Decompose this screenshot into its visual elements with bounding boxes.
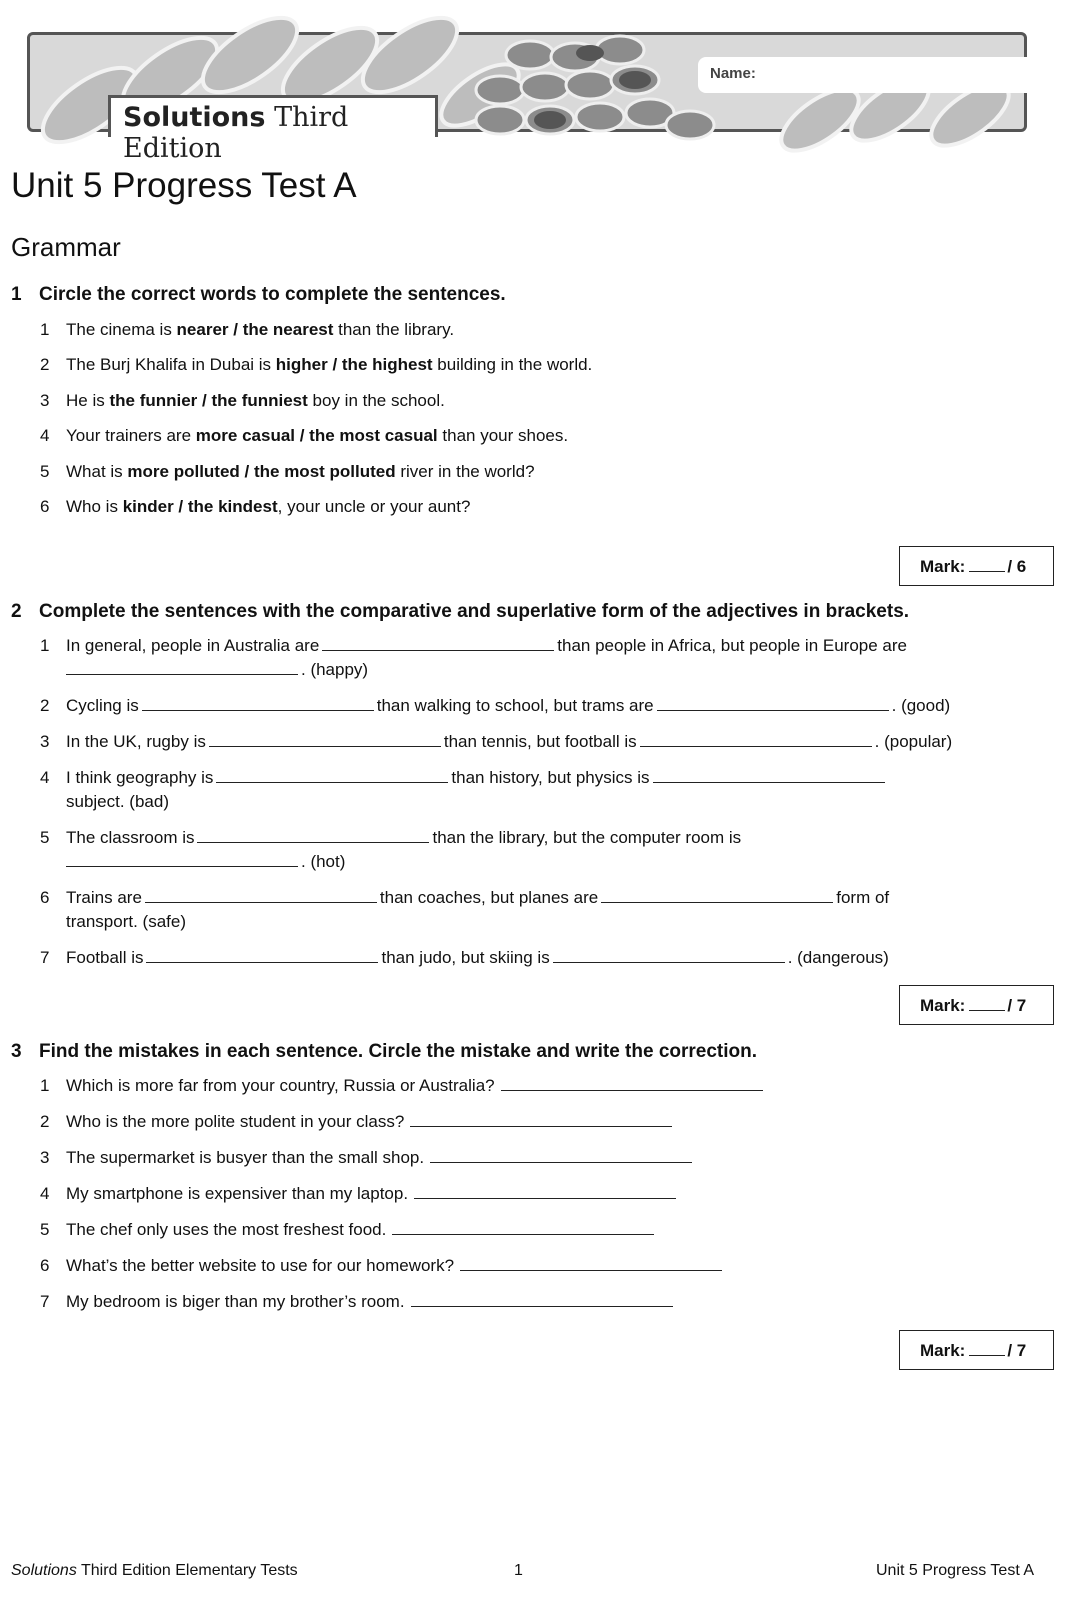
q1-item (40, 353, 592, 377)
q3-item (40, 1074, 766, 1098)
answer-blank[interactable] (460, 1256, 722, 1271)
item-text: than walking to school, but trams are (376, 696, 654, 715)
answer-blank[interactable] (653, 768, 885, 783)
item-number: 4 (40, 426, 50, 445)
item-text: What is (66, 462, 128, 481)
q3-item (40, 1290, 676, 1314)
item-text: river in the world? (395, 462, 535, 481)
answer-blank[interactable] (322, 636, 554, 651)
footer-left (11, 1562, 298, 1580)
q3-instruction: Find the mistakes in each sentence. Circle the mistake and write the correction. (39, 1041, 758, 1062)
item-text: than judo, but skiing is (381, 948, 550, 967)
item-text: In the UK, rugby is (66, 732, 206, 751)
item-text: The classroom is (66, 828, 195, 847)
item-text: The cinema is (66, 320, 177, 339)
item-text: , your uncle or your aunt? (277, 497, 471, 516)
q1-item (40, 318, 454, 342)
item-text: Football is (66, 948, 144, 967)
item-number: 2 (40, 696, 50, 715)
item-text[interactable]: The chef only uses the most freshest food. (66, 1220, 387, 1239)
q1-title (11, 284, 506, 306)
answer-blank[interactable] (501, 1076, 763, 1091)
q2-item (40, 766, 888, 814)
mark-total: / 6 (1007, 557, 1027, 576)
item-number: 4 (40, 768, 50, 787)
answer-blank[interactable] (209, 732, 441, 747)
mark-label: Mark: (920, 1341, 966, 1360)
mark-blank[interactable] (969, 1341, 1005, 1356)
item-text: Who is (66, 497, 123, 516)
item-number: 3 (40, 1148, 50, 1167)
item-text[interactable]: What’s the better website to use for our homework? (66, 1256, 455, 1275)
answer-blank[interactable] (66, 852, 298, 867)
item-options[interactable]: more casual / the most casual (195, 426, 438, 445)
answer-blank[interactable] (430, 1148, 692, 1163)
q3-item (40, 1182, 679, 1206)
item-number: 1 (40, 1076, 50, 1095)
item-number: 5 (40, 828, 50, 847)
item-number: 7 (40, 1292, 50, 1311)
item-number: 5 (40, 462, 50, 481)
q1-number: 1 (11, 284, 22, 305)
item-text: I think geography is (66, 768, 214, 787)
brand-logo (108, 95, 438, 164)
item-text: . (hot) (301, 852, 346, 871)
q3-item (40, 1254, 725, 1278)
brand-bold: Solutions (123, 102, 266, 133)
item-text[interactable]: Who is the more polite student in your class? (66, 1112, 405, 1131)
item-number: 6 (40, 888, 50, 907)
item-text: form of (836, 888, 890, 907)
item-text: In general, people in Australia are (66, 636, 320, 655)
answer-blank[interactable] (66, 660, 298, 675)
item-text[interactable]: My smartphone is expensiver than my laptop. (66, 1184, 409, 1203)
q3-number: 3 (11, 1041, 22, 1062)
page-number: 1 (514, 1562, 523, 1579)
q2-item (40, 826, 741, 874)
item-number: 3 (40, 732, 50, 751)
item-text: . (popular) (874, 732, 953, 751)
name-label: Name: (710, 65, 756, 82)
q1-item (40, 495, 470, 519)
q2-title (11, 601, 909, 623)
item-text: . (dangerous) (787, 948, 889, 967)
item-text: than coaches, but planes are (379, 888, 599, 907)
q2-item (40, 946, 889, 970)
item-text: He is (66, 391, 110, 410)
item-text: Your trainers are (66, 426, 196, 445)
mark-total: / 7 (1007, 996, 1027, 1015)
item-text: transport. (safe) (66, 912, 186, 931)
item-options[interactable]: kinder / the kindest (122, 497, 278, 516)
mark-total: / 7 (1007, 1341, 1027, 1360)
page-title: Unit 5 Progress Test A (11, 166, 357, 205)
answer-blank[interactable] (411, 1292, 673, 1307)
item-number: 3 (40, 391, 50, 410)
item-options[interactable]: more polluted / the most polluted (127, 462, 396, 481)
name-field[interactable] (698, 57, 1038, 93)
item-number: 1 (40, 320, 50, 339)
q1-item (40, 460, 535, 484)
item-text: subject. (bad) (66, 792, 169, 811)
item-number: 2 (40, 355, 50, 374)
q1-mark-box (899, 546, 1054, 586)
brand-rest: Third Edition (123, 102, 349, 164)
q2-mark-box (899, 985, 1054, 1025)
item-text: boy in the school. (307, 391, 445, 410)
item-text: than the library. (333, 320, 455, 339)
item-text: . (good) (891, 696, 951, 715)
answer-blank[interactable] (657, 696, 889, 711)
answer-blank[interactable] (145, 888, 377, 903)
item-text: than your shoes. (437, 426, 569, 445)
q1-instruction: Circle the correct words to complete the sentences. (39, 284, 506, 305)
footer-right: Unit 5 Progress Test A (876, 1562, 1034, 1579)
item-number: 7 (40, 948, 50, 967)
q2-number: 2 (11, 601, 22, 622)
item-options[interactable]: higher / the highest (275, 355, 433, 374)
answer-blank[interactable] (414, 1184, 676, 1199)
item-text: than the library, but the computer room is (432, 828, 742, 847)
answer-blank[interactable] (640, 732, 872, 747)
q3-item (40, 1218, 657, 1242)
item-options[interactable]: nearer / the nearest (176, 320, 334, 339)
q2-item (40, 886, 889, 934)
item-text: than people in Africa, but people in Europe are (557, 636, 907, 655)
answer-blank[interactable] (146, 948, 378, 963)
item-text: . (happy) (301, 660, 369, 679)
item-text[interactable]: My bedroom is biger than my brother’s room. (66, 1292, 405, 1311)
item-number: 5 (40, 1220, 50, 1239)
item-text: Cycling is (66, 696, 139, 715)
answer-blank[interactable] (553, 948, 785, 963)
mark-blank[interactable] (969, 996, 1005, 1011)
answer-blank[interactable] (410, 1112, 672, 1127)
footer-brand: Solutions (11, 1562, 77, 1579)
q2-instruction: Complete the sentences with the comparative and superlative form of the adjectives in brackets. (39, 601, 910, 622)
q2-item (40, 634, 907, 682)
item-number: 6 (40, 1256, 50, 1275)
header-banner (27, 32, 1027, 164)
footer-series: Third Edition Elementary Tests (76, 1562, 298, 1579)
item-text: building in the world. (432, 355, 593, 374)
item-number: 2 (40, 1112, 50, 1131)
item-text: than history, but physics is (451, 768, 650, 787)
item-text[interactable]: Which is more far from your country, Russia or Australia? (66, 1076, 495, 1095)
q3-title (11, 1041, 757, 1063)
mark-label: Mark: (920, 996, 966, 1015)
item-text: than tennis, but football is (443, 732, 637, 751)
answer-blank[interactable] (197, 828, 429, 843)
item-number: 1 (40, 636, 50, 655)
item-number: 4 (40, 1184, 50, 1203)
q3-item (40, 1110, 675, 1134)
q2-item (40, 730, 952, 754)
q2-item (40, 694, 950, 718)
q3-item (40, 1146, 695, 1170)
item-options[interactable]: the funnier / the funniest (109, 391, 308, 410)
item-text[interactable]: The supermarket is busyer than the small shop. (66, 1148, 425, 1167)
q3-mark-box (899, 1330, 1054, 1370)
item-text: Trains are (66, 888, 142, 907)
item-text: The Burj Khalifa in Dubai is (66, 355, 276, 374)
section-heading: Grammar (11, 232, 121, 262)
answer-blank[interactable] (392, 1220, 654, 1235)
answer-blank[interactable] (142, 696, 374, 711)
mark-label: Mark: (920, 557, 966, 576)
item-number: 6 (40, 497, 50, 516)
answer-blank[interactable] (216, 768, 448, 783)
q1-item (40, 424, 568, 448)
q1-item (40, 389, 445, 413)
mark-blank[interactable] (969, 557, 1005, 572)
answer-blank[interactable] (601, 888, 833, 903)
